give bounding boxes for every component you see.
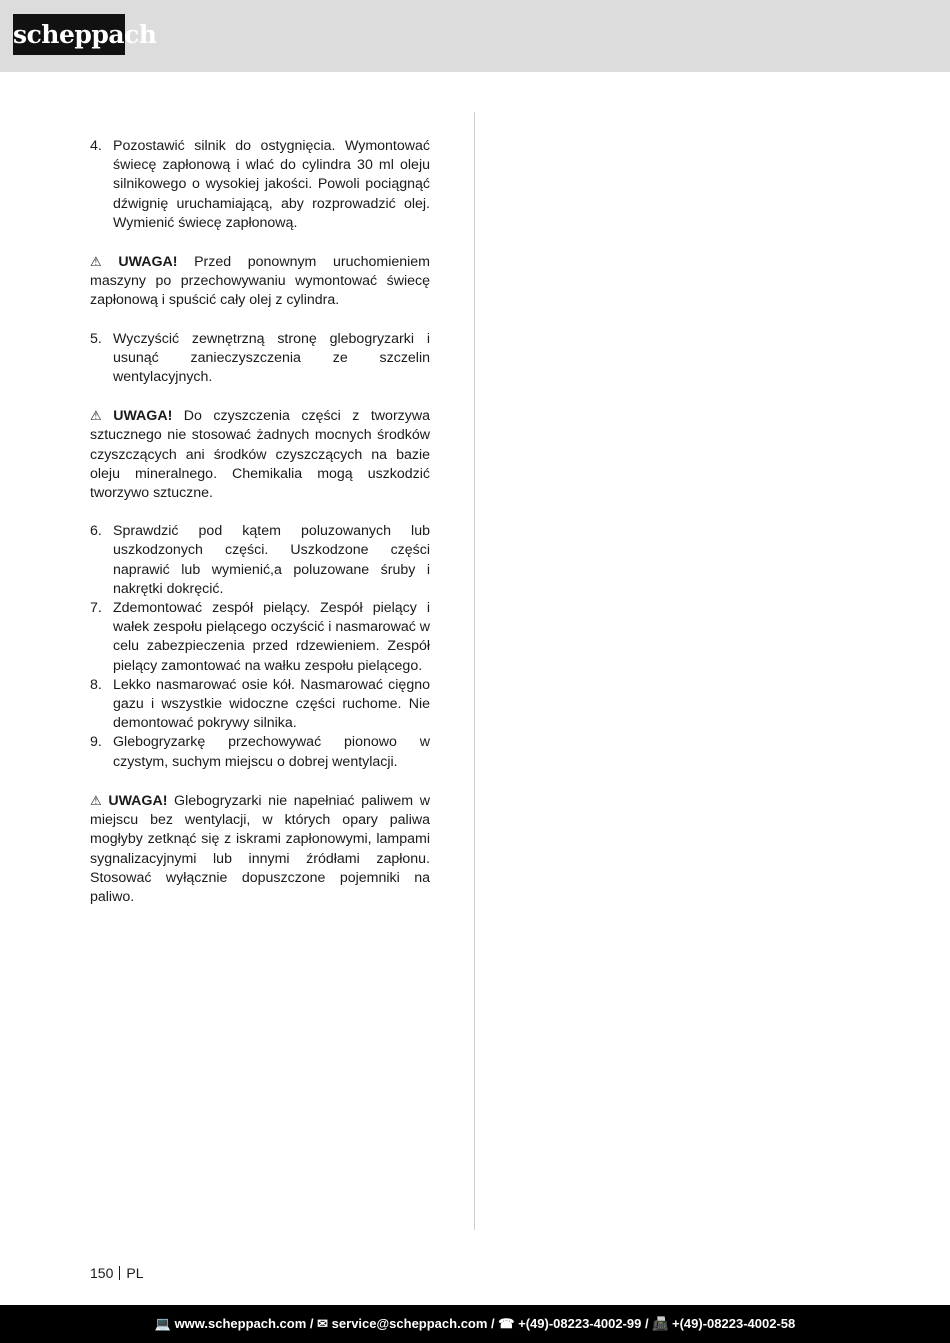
warning-3	[90, 791, 430, 907]
mail-icon: ✉	[317, 1316, 329, 1331]
step-text: Lekko nasmarować osie kół. Nasmarować cięgno gazu i wszystkie widoczne części ruchome. Nie demontować pokrywy silnika.	[113, 676, 430, 732]
step-text: Zdemontować zespół pielący. Zespół pielący i wałek zespołu pielącego oczyścić i nasmarować w celu zabezpieczenia przed rdzewieniem. Zespół pielący zamontować na wałku zespołu pielącego.	[113, 600, 430, 674]
step-text: Wyczyścić zewnętrzną stronę glebogryzarki i usunąć zanieczyszczenia ze szczelin wentylacyjnych.	[113, 330, 430, 386]
warning-1	[90, 252, 430, 311]
step-number: 8.	[90, 676, 102, 693]
page-language: PL	[126, 1265, 144, 1281]
email-link[interactable]: service@scheppach.com	[331, 1316, 488, 1331]
warning-label: UWAGA!	[113, 408, 173, 425]
step-number: 7.	[90, 600, 102, 617]
warning-label: UWAGA!	[108, 792, 168, 809]
step-number: 9.	[90, 734, 102, 751]
step-number: 5.	[90, 330, 102, 347]
step-text: Pozostawić silnik do ostygnięcia. Wymontować świecę zapłonową i wlać do cylindra 30 ml oleju silnikowego o wysokiej jakości. Powoli pociągnąć dźwignię uruchamiającą, aby rozprowadzić olej. Wymienić świecę zapłonową.	[113, 138, 430, 231]
column-divider	[474, 112, 475, 1230]
page-number: 150	[90, 1265, 114, 1281]
step-text: Glebogryzarkę przechowywać pionowo w czystym, suchym miejscu o dobrej wentylacji.	[113, 734, 430, 770]
warning-label: UWAGA!	[118, 254, 178, 271]
warning-triangle-icon: ⚠	[90, 254, 115, 270]
website-link[interactable]: www.scheppach.com	[174, 1316, 307, 1331]
step-5	[90, 330, 430, 388]
step-4	[90, 137, 430, 233]
step-9	[90, 733, 430, 771]
step-7	[90, 599, 430, 676]
warning-triangle-icon: ⚠	[90, 792, 105, 808]
fax-number: +(49)-08223-4002-58	[672, 1316, 796, 1331]
warning-text: Glebogryzarki nie napełniać paliwem w miejscu bez wentylacji, w których opary paliwa mogłyby zetknąć się z iskrami zapłonowymi, lampami sygnalizacyjnymi lub innymi źródłami zapłonu. Stosować wyłącznie dopuszczone pojemniki na paliwo.	[90, 792, 430, 905]
warning-text: Do czyszczenia części z tworzywa sztucznego nie stosować żadnych mocnych środków czyszczących ani środków czyszczących na bazie oleju mineralnego. Chemikalia mogą uszkodzić tworzywo sztuczne.	[90, 408, 430, 502]
phone-number: +(49)-08223-4002-99	[518, 1316, 642, 1331]
step-6	[90, 522, 430, 599]
step-8	[90, 676, 430, 734]
fax-icon: 📠	[652, 1316, 669, 1331]
warning-2	[90, 406, 430, 503]
footer-separator: /	[306, 1316, 318, 1331]
scheppach-logo: scheppach	[13, 14, 125, 55]
page-header	[0, 0, 950, 72]
step-text: Sprawdzić pod kątem poluzowanych lub uszkodzonych części. Uszkodzone części naprawić lub wymienić,a poluzowane śruby i nakrętki dokręcić.	[113, 523, 430, 597]
page-separator	[119, 1266, 120, 1280]
warning-triangle-icon: ⚠	[90, 408, 110, 424]
step-number: 6.	[90, 523, 102, 540]
main-column	[90, 137, 430, 907]
page-footer-label	[90, 1264, 143, 1282]
footer-separator: /	[641, 1316, 653, 1331]
footer-separator: /	[487, 1316, 499, 1331]
step-number: 4.	[90, 138, 102, 154]
warning-text: Przed ponownym uruchomieniem maszyny po przechowywaniu wymontować świecę zapłonową i spuścić cały olej z cylindra.	[90, 254, 430, 309]
phone-icon: ☎	[498, 1316, 515, 1331]
contact-footer	[0, 1305, 950, 1343]
computer-icon: 💻	[154, 1316, 171, 1331]
